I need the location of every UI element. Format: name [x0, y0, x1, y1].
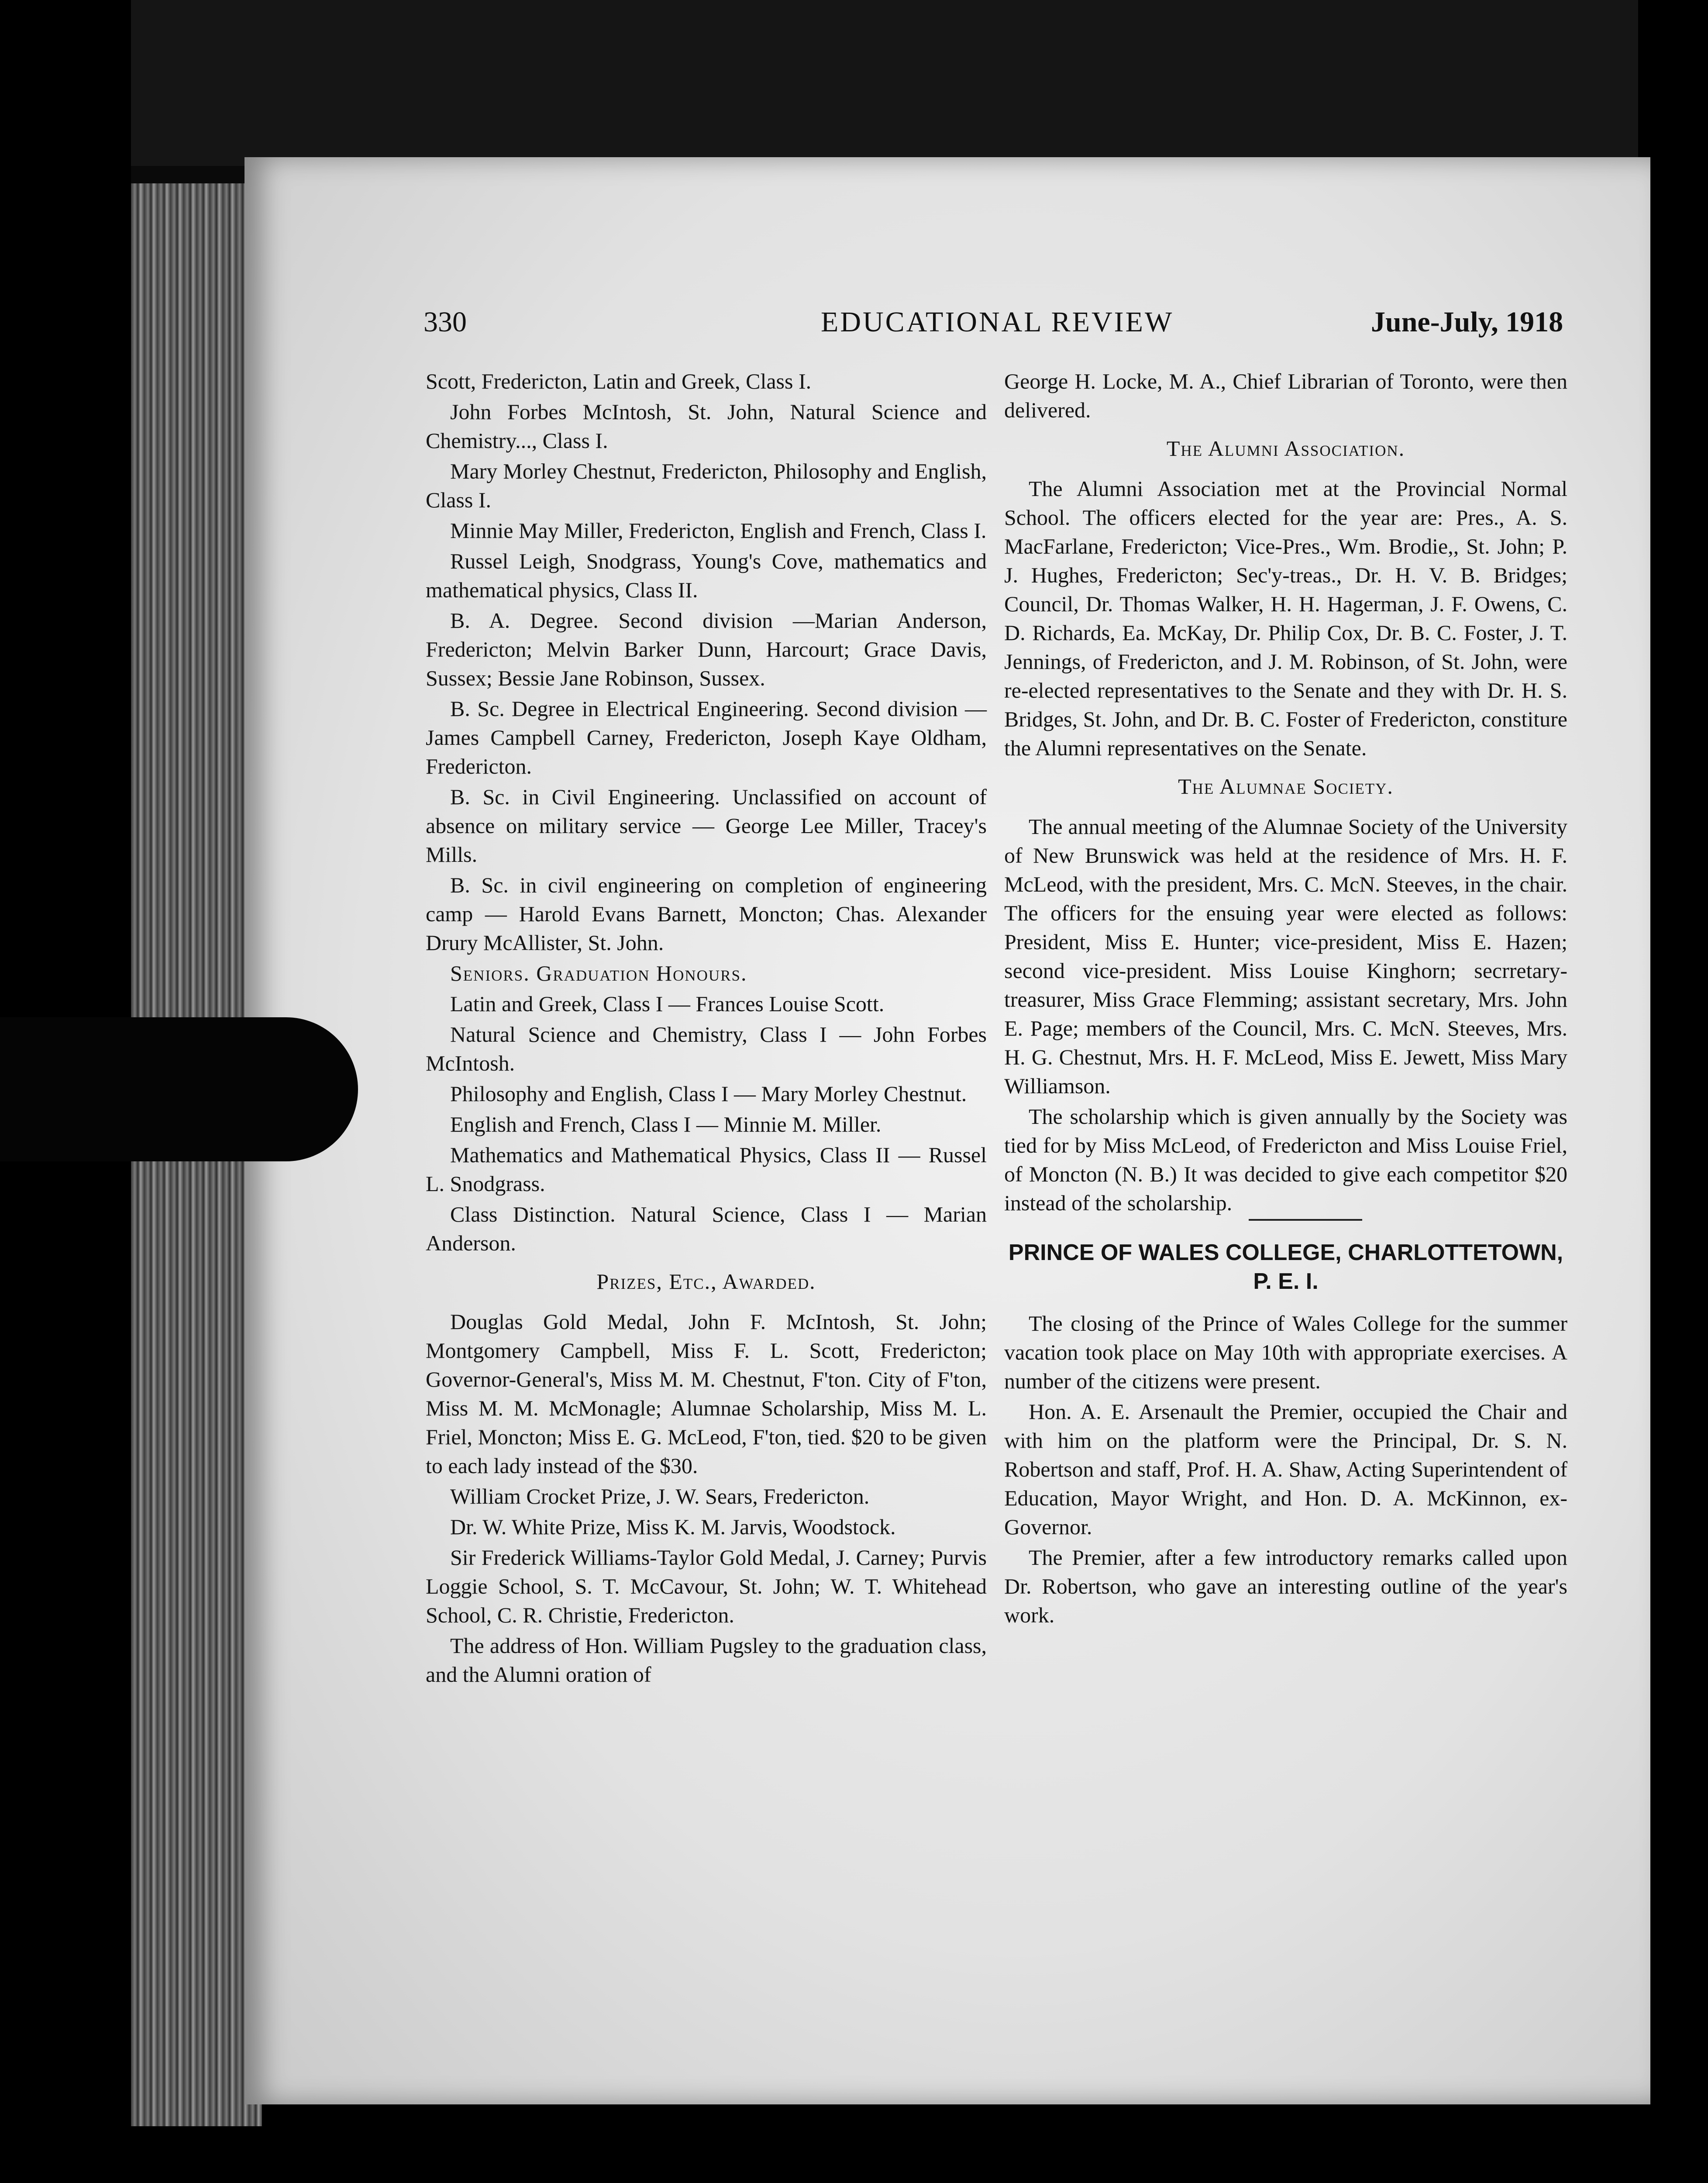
- paragraph: The scholarship which is given annually by the Society was tied for by Miss McLeod, of Fredericton and Miss Louise Friel, of Moncton (N. B.) It was decided to give each competitor $20 instead of the scholarship.: [1004, 1104, 1567, 1215]
- alumni-association-heading: The Alumni Association.: [1166, 436, 1405, 461]
- paragraph: John Forbes McIntosh, St. John, Natural Science and Chemistry..., Class I.: [426, 399, 987, 453]
- page-number: 330: [424, 306, 467, 338]
- paragraph: The Alumni Association met at the Provincial Normal School. The officers elected for the year are: Pres., A. S. MacFarlane, Fredericton; Vice-Pres., Wm. Brodie,, St. John; P. J. Hughes, Fredericton; Sec'y-treas., Dr. H. V. B. Bridges; Council, Dr. Thomas Walker, H. H. Hagerman, J. F. Owens, C. D. Richards, Ea. McKay, Dr. Philip Cox, Dr. B. C. Foster, J. T. Jennings, of Fredericton, and J. M. Robinson, of St. John, were re-elected representatives to the Senate and they with Dr. H. S. Bridges, St. John, and Dr. B. C. Foster of Fredericton, constiture the Alumni representatives on the Senate.: [1004, 476, 1567, 760]
- paragraph: The address of Hon. William Pugsley to the graduation class, and the Alumni oration of: [426, 1633, 987, 1687]
- paragraph: William Crocket Prize, J. W. Sears, Fredericton.: [450, 1484, 870, 1508]
- paragraph: Minnie May Miller, Fredericton, English and French, Class I.: [450, 518, 987, 543]
- paragraph: Russel Leigh, Snodgrass, Young's Cove, mathematics and mathematical physics, Class II.: [426, 549, 987, 602]
- paragraph: B. Sc. in civil engineering on completion of engineering camp — Harold Evans Barnett, Moncton; Chas. Alexander Drury McAllister, St. John.: [426, 873, 987, 955]
- paragraph: Scott, Fredericton, Latin and Greek, Class I.: [426, 369, 812, 393]
- paragraph: Philosophy and English, Class I — Mary Morley Chestnut.: [450, 1081, 967, 1106]
- seniors-heading: Seniors. Graduation Honours.: [450, 961, 747, 985]
- right-column: [1004, 367, 1567, 1631]
- paragraph: B. Sc. in Civil Engineering. Unclassified on account of absence on military service — George Lee Miller, Tracey's Mills.: [426, 785, 987, 867]
- paragraph: Dr. W. White Prize, Miss K. M. Jarvis, Woodstock.: [450, 1515, 896, 1539]
- left-column: [426, 367, 987, 1691]
- paragraph: George H. Locke, M. A., Chief Librarian of Toronto, were then delivered.: [1004, 369, 1567, 422]
- paragraph: Douglas Gold Medal, John F. McIntosh, St. John; Montgomery Campbell, Miss F. L. Scott, Fredericton; Governor-General's, Miss M. M. Chestnut, F'ton. City of F'ton, Miss M. M. McMonagle; Alumnae Scholarship, Miss M. L. Friel, Moncton; Miss E. G. McLeod, F'ton, tied. $20 to be given to each lady instead of the $30.: [426, 1309, 987, 1478]
- section-divider: [1249, 1219, 1362, 1221]
- scan-background-top: [0, 0, 1708, 166]
- paragraph: The annual meeting of the Alumnae Society of the University of New Brunswick was held at the residence of Mrs. H. F. McLeod, with the president, Mrs. C. McN. Steeves, in the chair. The officers for the ensuing year were elected as follows: President, Miss E. Hunter; vice-president, Miss E. Hazen; second vice-president. Miss Louise Kinghorn; secrretary-treasurer, Miss Grace Flemming; assistant secretary, Mrs. John E. Page; members of the Council, Mrs. C. McN. Steeves, Mrs. H. G. Chestnut, Mrs. H. F. McLeod, Miss E. Jewett, Miss Mary Williamson.: [1004, 814, 1567, 1098]
- paragraph: B. A. Degree. Second division —Marian Anderson, Fredericton; Melvin Barker Dunn, Harcourt; Grace Davis, Sussex; Bessie Jane Robinson, Sussex.: [426, 608, 987, 690]
- college-heading: PRINCE OF WALES COLLEGE, CHARLOTTETOWN, P. E. I.: [1008, 1240, 1563, 1294]
- paragraph: The Premier, after a few introductory remarks called upon Dr. Robertson, who gave an interesting outline of the year's work.: [1004, 1545, 1567, 1627]
- paragraph: Sir Frederick Williams-Taylor Gold Medal, J. Carney; Purvis Loggie School, S. T. McCavour, St. John; W. T. Whitehead School, C. R. Christie, Fredericton.: [426, 1545, 987, 1627]
- issue-date: June-July, 1918: [1371, 306, 1563, 338]
- journal-title: EDUCATIONAL REVIEW: [821, 306, 1174, 338]
- paragraph: Mary Morley Chestnut, Fredericton, Philosophy and English, Class I.: [426, 459, 987, 512]
- paragraph: B. Sc. Degree in Electrical Engineering. Second division — James Campbell Carney, Fredericton, Joseph Kaye Oldham, Fredericton.: [426, 696, 987, 778]
- paragraph: Hon. A. E. Arsenault the Premier, occupied the Chair and with him on the platform were the Principal, Dr. S. N. Robertson and staff, Prof. H. A. Shaw, Acting Superintendent of Education, Mayor Wright, and Hon. D. A. McKinnon, ex-Governor.: [1004, 1399, 1567, 1539]
- prizes-heading: Prizes, Etc., Awarded.: [596, 1269, 816, 1294]
- paragraph: Natural Science and Chemistry, Class I — John Forbes McIntosh.: [426, 1022, 987, 1075]
- paragraph: Mathematics and Mathematical Physics, Class II — Russel L. Snodgrass.: [426, 1143, 987, 1196]
- alumnae-society-heading: The Alumnae Society.: [1178, 774, 1394, 799]
- paragraph: The closing of the Prince of Wales College for the summer vacation took place on May 10th with appropriate exercises. A number of the citizens were present.: [1004, 1311, 1567, 1393]
- thumb-holding-page: [0, 1017, 358, 1161]
- paragraph: Class Distinction. Natural Science, Class I — Marian Anderson.: [426, 1202, 987, 1255]
- paragraph: Latin and Greek, Class I — Frances Louise Scott.: [450, 992, 885, 1016]
- paragraph: English and French, Class I — Minnie M. Miller.: [450, 1112, 882, 1136]
